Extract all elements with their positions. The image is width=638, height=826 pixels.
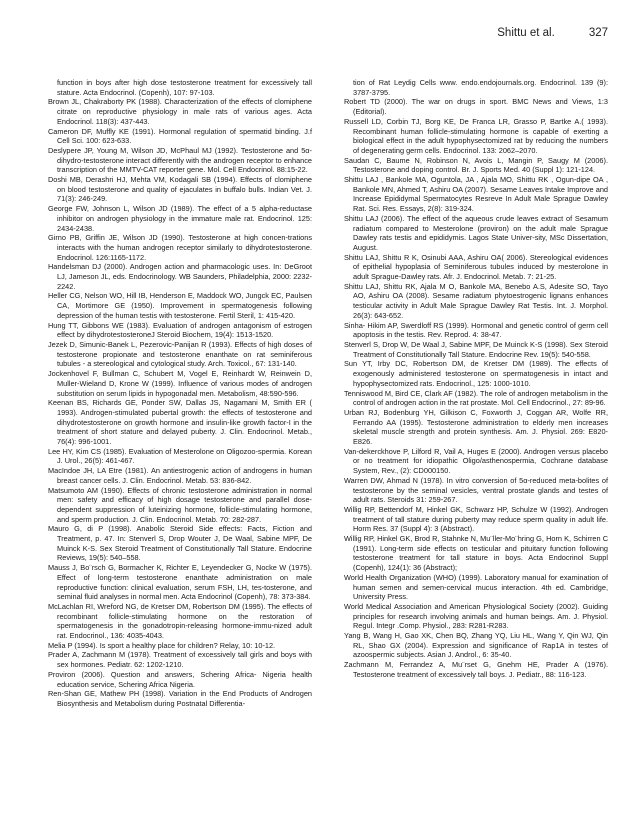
reference-entry: Van-dekerckhove P, Lilford R, Vail A, Huges E (2000). Androgen versus placebo or no treatment for idiopathic Oligo/asthenospermia, Cochrane database System, Rev., (2): CD000150. [344, 446, 608, 476]
reference-entry: Urban RJ, Bodenburg YH, Gilkison C, Foxworth J, Coggan AR, Wolfe RR, Ferrando AA (1995). Testosterone administration to elderly men increases skeletal muscle strength and protein synthesis. Am. J. Physiol. 269: E820-E826. [344, 407, 608, 447]
reference-entry: Heller CG, Nelson WO, Hill IB, Henderson E, Maddock WO, Jungck EC, Paulsen CA, Mortimore GE (1950). Improvement in spermatogenesis following depression of the human testis with testosterone. Fertil Steril, 1: 415-420. [48, 291, 312, 320]
reference-entry: World Health Organization (WHO) (1999). Laboratory manual for examination of human semen and semen-cervical mucus interaction. 4th ed. Cambridge, University Press. [344, 572, 608, 602]
right-column [344, 78, 608, 709]
page-number: 327 [588, 27, 608, 39]
reference-entry: Shittu LAJ, Shittu RK, Ajala M O, Bankole MA, Benebo A.S, Adesite SO, Tayo AO, Ashiru OA (2008). Sesame radiatum phytoestrogenic lignans enhances testicular activity in Adult Male Sprague Dawley Rat Testis. Int. J. Morphol. 26(3): 643-652. [344, 281, 608, 320]
reference-entry: Tenniswood M, Bird CE, Clark AF (1982). The role of androgen metabolism in the control of androgen action in the rat prostate. Mol. Cell Endocrinol., 27: 89-96. [344, 388, 608, 408]
reference-entry: Shittu LAJ (2006). The effect of the aqueous crude leaves extract of Sesamum radiatum compared to Mesterolone (proviron) on the adult male Sprague Dawley rats testis and epididymis. Lagos State Univer-sity, MSc Dissertation, August. [344, 213, 608, 252]
reference-entry: Jockenhovel F, Bullman C, Schubert M, Vogel E, Reinhardt W, Reinwein D, Muller-Wieland D, Krone W (1999). Influence of various modes of androgen substitution on serum lipids in hypogonadal men. Metabolism, 48:590-596. [48, 369, 312, 398]
reference-entry: Mauss J, Bo¨rsch G, Bormacher K, Richter E, Leyendecker G, Nocke W (1975). Effect of long-term testosterone enanthate administration on male reproductive function: clinical evaluation, serum FSH, LH, tes-tosterone, and seminal fluid analyses in normal men. Acta Endocrinol (Copenh), 78: 373-384. [48, 563, 312, 602]
page-header [497, 27, 608, 39]
reference-entry: Deslypere JP, Young M, Wilson JD, McPhaul MJ (1992). Testosterone and 5α-dihydro-testosterone interact differently with the androgen receptor to enhance transcription of the MMTV-CAT reporter gene. Mol. Cell Endocrinol. 88:15-22. [48, 145, 312, 175]
reference-entry: Cameron DF, Muffly KE (1991). Hormonal regulation of spermatid binding. J.f Cell Sci. 100: 623-633. [48, 126, 312, 146]
reference-entry: Sun YT, Irby DC, Robertson DM, de Kretser DM (1989). The effects of exogenously administered testosterone on spermatogenesis in intact and hypophysectomized rats. Endocrinol., 125: 1000-1010. [344, 359, 608, 388]
reference-entry: Warren DW, Ahmad N (1978). In vitro conversion of 5α-reduced meta-bolites of testosterone by the seminal vesicles, ventral prostate glands and testes of adult rats. Steroids 31: 259-267. [344, 475, 608, 505]
reference-entry: Ren-Shan GE, Mathew PH (1998). Variation in the End Products of Androgen Biosynthesis and Metabolism during Postnatal Differentia- [48, 689, 312, 708]
reference-entry: Melia P (1994). Is sport a healthy place for children? Relay, 10: 10-12. [48, 640, 276, 650]
reference-entry: Robert TD (2000). The war on drugs in sport. BMC News and Views, 1:3 (Editorial). [344, 97, 608, 117]
reference-entry: Proviron (2006). Question and answers, Schering Africa- Nigeria health education service, Schering Africa Nigeria. [48, 669, 312, 689]
reference-entry: Lee HY, Kim CS (1985). Evaluation of Mesterolone on Oligozoo-spermia. Korean J. Urol., 26(5): 461-467. [48, 446, 312, 466]
reference-entry: Shittu LAJ , Bankole MA, Oguntola, JA , Ajala MO, Shittu RK , Ogun-dipe OA , Bankole MN, Ahmed T, Ashiru OA (2007). Sesame Leaves Intake Improve and Increase Epididymal Spermatocytes Resreve In Adult Male Sprague Dawley Rat. Sci. Res. Essays, 2(8): 319-324. [344, 175, 608, 214]
reference-entry: Jezek D, Simunic-Banek L, Pezerovic-Panijan R (1993). Effects of high doses of testosterone propionate and testosterone enanthate on rat seminiferous tubules - a stereological and cytological study. Arch. Toxicol., 67: 131-140. [48, 339, 312, 369]
reference-entry: tion of Rat Leydig Cells www. endo.endojournals.org. Endocrinol. 139 (9): 3787-3795. [353, 78, 608, 97]
reference-entry: George FW, Johnson L, Wilson JD (1989). The effect of a 5 alpha-reductase inhibitor on androgen physiology in the immature male rat. Endocrinol. 125: 2434-2438. [48, 204, 312, 233]
reference-entry: MacIndoe JH, LA Etre (1981). An antiestrogenic action of androgens in human breast cancer cells. J. Clin. Endocrinol. Metab. 53: 836-842. [48, 466, 312, 485]
reference-entry: Hung TT, Gibbons WE (1983). Evaluation of androgen antagonism of estrogen effect by dihydrotestosteroneJ Steroid Biochem, 19(4): 1513-1520. [48, 320, 312, 340]
left-column [48, 78, 312, 709]
reference-entry: Prader A, Zachmann M (1978). Treatment of excessively tall girls and boys with sex hormones. Pediatr. 62: 1202-1210. [48, 650, 312, 670]
reference-entry: Sinha- Hikim AP, Swerdloff RS (1999). Hormonal and genetic control of germ cell apoptosis in the testis. Rev. Reprod. 4: 38-47. [344, 320, 608, 340]
reference-entry: Mauro G, di P (1998). Anabolic Steroid Side effects: Facts, Fiction and Treatment, p. 47. In: Stenverl S, Drop Wouter J, De Waal, Sabine MPF, De Muinck K-S. Sex Steroid Treatment of Constitutionally Tall Stature. Endocrine Reviews, 19(5): 540–558. [48, 524, 312, 563]
references-section [48, 78, 608, 709]
reference-entry: Girno PB, Griffin JE, Wilson JD (1990). Testosterone at high concen-trations interacts with the human androgen receptor similarly to dihydrotestosterone. Endocrinol. 126:1165-1172. [48, 233, 312, 262]
reference-entry: Willig RP, Hinkel GK, Brod R, Stahnke N, Mu¨ller-Mo¨hring G, Horn K, Schirren C (1991). Long-term side effects on testicular and pituitary function following testosterone treatment for tall stature in boys. Acta Endocrinol Suppl (Copenh), 124(1): 36 (Abstract); [344, 534, 608, 573]
reference-entry: Brown JL, Chakraborty PK (1988). Characterization of the effects of clomiphene citrate on reproductive physiology in male rats of various ages. Acta Endocrinol. 118(3): 437-443. [48, 97, 312, 126]
reference-entry: Matsumoto AM (1990). Effects of chronic testosterone administration in normal men: safety and efficacy of high dosage testosterone and parallel dose-dependent suppression of luteinizing hormone, follicle-stimulating hormone, and sperm production. J. Clin. Endocrinol. Metab. 70: 282-287. [48, 485, 312, 524]
reference-entry: Shittu LAJ, Shittu R K, Osinubi AAA, Ashiru OA( 2006). Stereological evidences of epithelial hypoplasia of Seminiferous tubules induced by mesterolone in adult Sprague-Dawley rats. Afr. J. Endocrinol. Metab. 7: 21-25. [344, 252, 608, 282]
reference-entry: function in boys after high dose testosterone treatment for excessively tall stature. Acta Endocrinol. (Copenh), 107: 97-103. [57, 78, 312, 97]
reference-entry: Stenverl S, Drop W, De Waal J, Sabine MPF, De Muinck K-S (1998). Sex Steroid Treatment of Constitutionally Tall Stature. Endocrine Rev. 19(5): 540-558. [344, 339, 608, 359]
reference-entry: Willig RP, Bettendorf M, Hinkel GK, Schwarz HP, Schulze W (1992). Androgen treatment of tall stature during puberty may reduce sperm quality in adult life. Horm Res. 37 (Suppl 4): 3 (Abstract). [344, 504, 608, 534]
reference-entry: Handelsman DJ (2000). Androgen action and pharmacologic uses. In: DeGroot LJ, Jameson JL, eds. Endocrinology. WB Saunders, Philadelphia, 2000: 2232-2242. [48, 262, 312, 291]
reference-entry: Russell LD, Corbin TJ, Borg KE, De Franca LR, Grasso P, Bartke A.( 1993). Recombinant human follicle-stimulating hormone is capable of exerting a biological effect in the adult hypophysectomized rat by reducing the numbers of degenerating germ cells. Endocrinol. 133: 2062–2070. [344, 116, 608, 155]
running-head-authors: Shittu et al. [497, 27, 555, 39]
reference-entry: Doshi MB, Derashri HJ, Mehta VM, Kodagali SB (1994). Effects of clomiphene on blood testosterone and quality of ejaculates in buffalo bulls. Indian Vet. J. 71(3): 246-249. [48, 175, 312, 204]
reference-entry: Saudan C, Baume N, Robinson N, Avois L, Mangin P, Saugy M (2006). Testosterone and doping control. Br. J. Sports Med. 40 (Suppl 1): 121-124. [344, 155, 608, 175]
reference-entry: Keenan BS, Richards GE, Ponder SW, Dallas JS, Nagamani M, Smith ER ( 1993). Androgen-stimulated pubertal growth: the effects of testosterone and dihydrotestosterone on growth hormone and insulin-like growth factor-I in the treatment of short stature and delayed puberty. J. Clin. Endocrinol. Metab., 76(4): 996-1001. [48, 398, 312, 447]
reference-entry: Zachmann M, Ferrandez A, Mu¨rset G, Gnehm HE, Prader A (1976). Testosterone treatment of excessively tall boys. J. Pediatr., 88: 116-123. [344, 660, 608, 679]
reference-entry: Yang B, Wang H, Gao XK, Chen BQ, Zhang YQ, Liu HL, Wang Y, Qin WJ, Qin RL, Shao GX (2004). Expression and significance of Rap1A in testes of azoospermic subjects. Asian J. Androl., 6: 35-40. [344, 631, 608, 660]
reference-entry: World Medical Association and American Physiological Society (2002). Guiding principles for research involving animals and human beings. Am. J. Physiol. Regul. Integr .Comp. Physiol., 283: R281-R283. [344, 601, 608, 631]
reference-entry: McLachlan RI, Wreford NG, de Kretser DM, Robertson DM (1995). The effects of recombinant follicle-stimulating hormone on the restoration of spermatogenesis in the gonadotropin-releasing hormone-immu-nized adult rat. Endocrinol., 136: 4035-4043. [48, 601, 312, 641]
